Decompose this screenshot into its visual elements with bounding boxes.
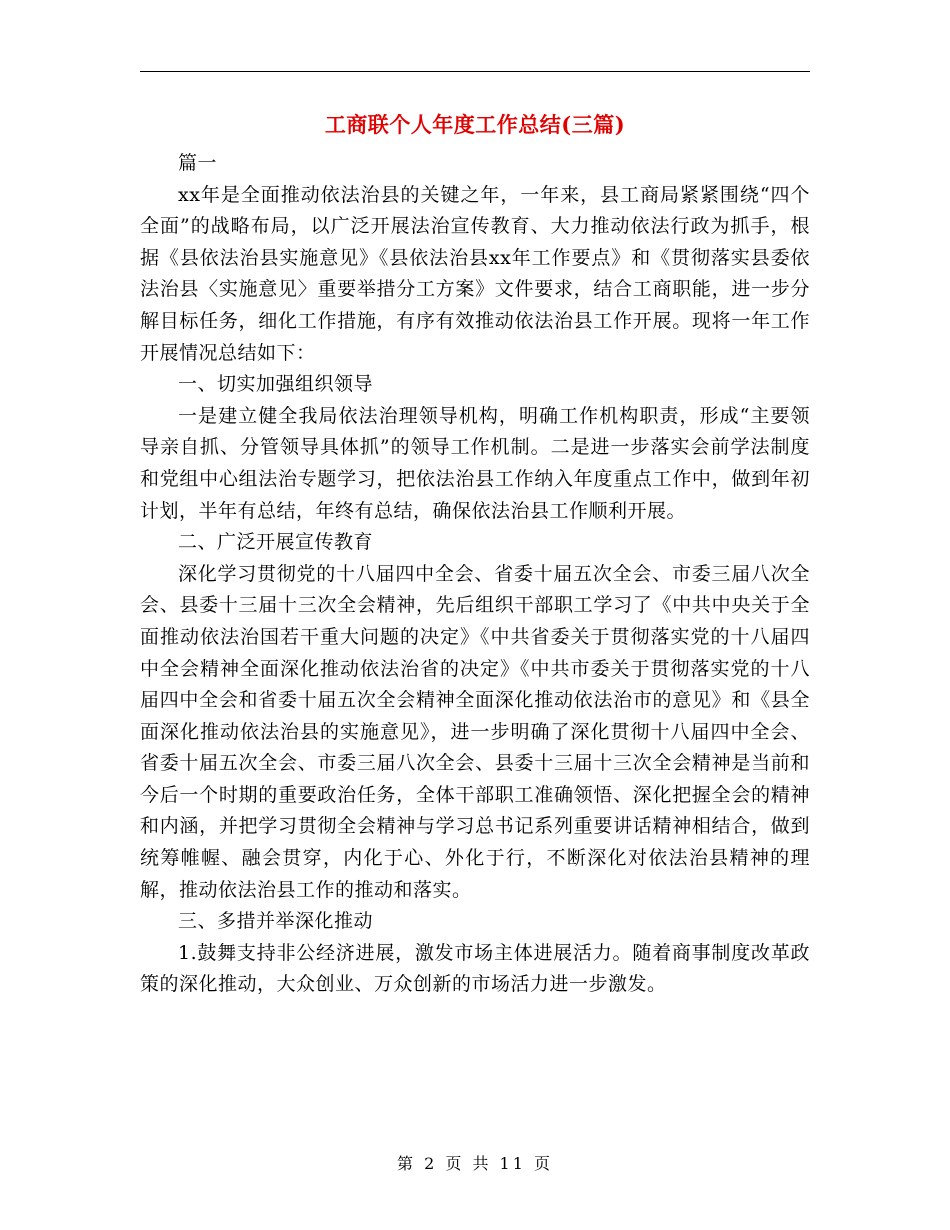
section-heading: 三、多措并举深化推动	[178, 910, 374, 933]
page-indicator: 第 2 页 共 11 页	[397, 1154, 553, 1173]
body-paragraph: xx年是全面推动依法治县的关键之年，一年来，县工商局紧紧围绕“四个全面”的战略布局，以广泛开展法治宣传教育、大力推动依法行政为抓手，根据《县依法治县实施意见》《县依法治县xx年工作要点》和《贯彻落实县委依法治县〈实施意见〉重要举措分工方案》文件要求，结合工商职能，进一步分解目标任务，细化工作措施，有序有效推动依法治县工作开展。现将一年工作开展情况总结如下：	[140, 183, 810, 364]
section-heading-part-one: 篇一	[178, 152, 218, 174]
document-body	[140, 148, 810, 1001]
section-heading: 一、切实加强组织领导	[178, 373, 374, 396]
body-paragraph: 深化学习贯彻党的十八届四中全会、省委十届五次全会、市委三届八次全会、县委十三届十三次全会精神，先后组织干部职工学习了《中共中央关于全面推动依法治国若干重大问题的决定》《中共省委关于贯彻落实党的十八届四中全会精神全面深化推动依法治省的决定》《中共市委关于贯彻落实党的十八届四中全会和省委十届五次全会精神全面深化推动依法治市的意见》和《县全面深化推动依法治县的实施意见》，进一步明确了深化贯彻十八届四中全会、省委十届五次全会、市委三届八次全会、县委十三届十三次全会精神是当前和今后一个时期的重要政治任务，全体干部职工准确领悟、深化把握全会的精神和内涵，并把学习贯彻全会精神与学习总书记系列重要讲话精神相结合，做到统筹帷幄、融会贯穿，内化于心、外化于行，不断深化对依法治县精神的理解，推动依法治县工作的推动和落实。	[140, 562, 810, 901]
document-title: 工商联个人年度工作总结(三篇)	[324, 112, 626, 137]
section-heading: 二、广泛开展宣传教育	[178, 531, 374, 554]
body-paragraph: 1.鼓舞支持非公经济进展，激发市场主体进展活力。随着商事制度改革政策的深化推动，大众创业、万众创新的市场活力进一步激发。	[140, 941, 810, 996]
body-paragraph: 一是建立健全我局依法治理领导机构，明确工作机构职责，形成“主要领导亲自抓、分管领导具体抓”的领导工作机制。二是进一步落实会前学法制度和党组中心组法治专题学习，把依法治县工作纳入年度重点工作中，做到年初计划，半年有总结，年终有总结，确保依法治县工作顺利开展。	[140, 404, 810, 522]
header-rule	[140, 71, 810, 72]
